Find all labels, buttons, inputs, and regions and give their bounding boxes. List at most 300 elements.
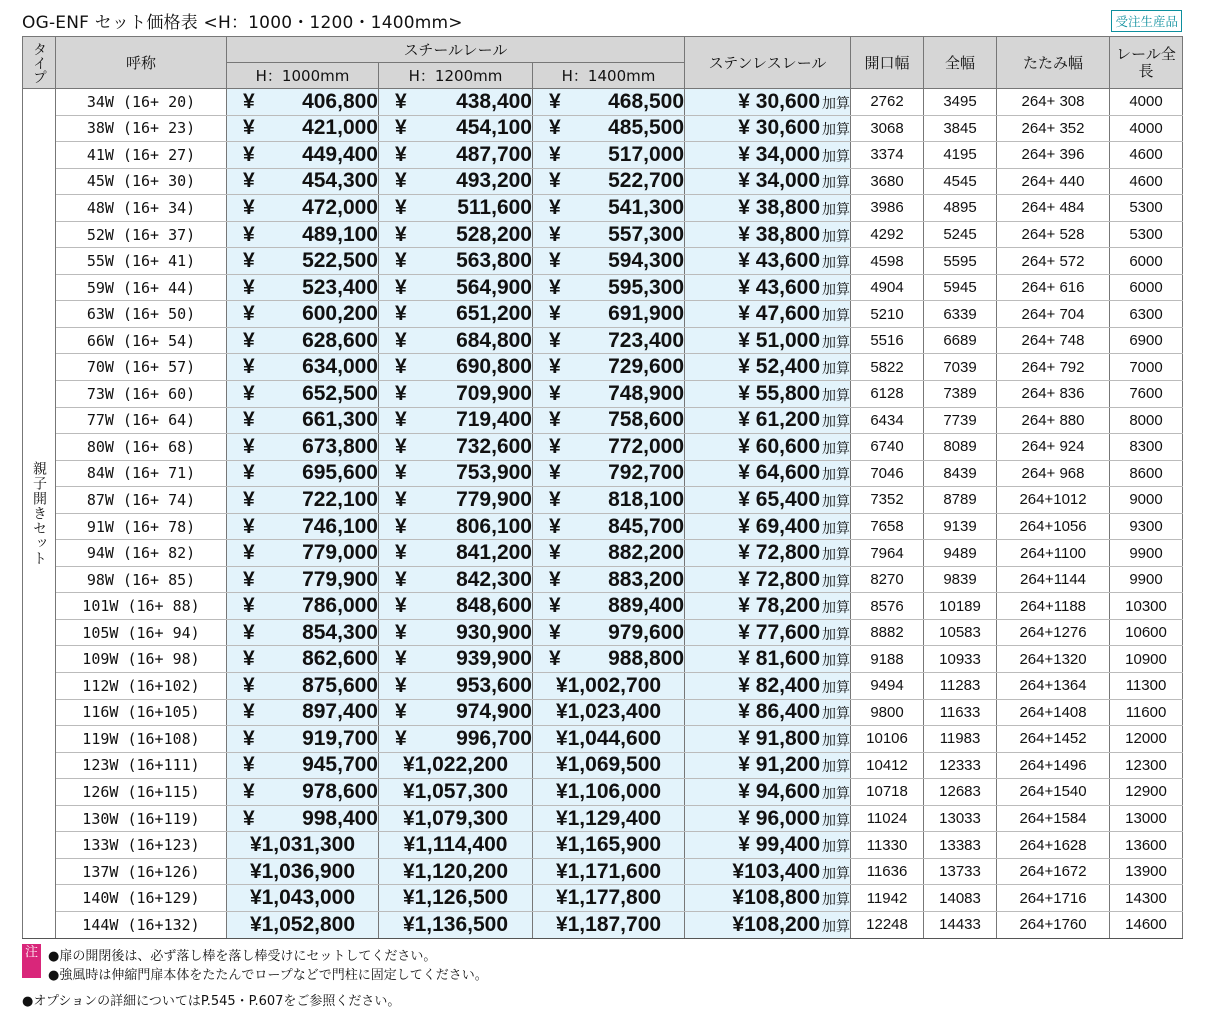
stainless-price-cell — [685, 805, 851, 832]
price-h1400-cell: ¥ 889,400 — [533, 593, 685, 620]
price-h1400-cell: ¥1,069,500 — [533, 752, 685, 779]
price-h1400-cell: ¥ 772,000 — [533, 434, 685, 461]
stainless-price-value: ¥ 91,800 — [738, 726, 821, 750]
stainless-price-value: ¥ 30,600 — [738, 116, 821, 140]
total-width-cell: 11633 — [924, 699, 997, 726]
price-h1000-cell: ¥1,031,300 — [227, 832, 379, 859]
stainless-price-value: ¥ 65,400 — [738, 487, 821, 511]
folded-width-cell: 264+1540 — [997, 779, 1110, 806]
price-h1000-cell: ¥ 978,600 — [227, 779, 379, 806]
folded-width-cell: 264+1144 — [997, 566, 1110, 593]
opening-width-cell: 7658 — [851, 513, 924, 540]
rail-length-cell: 9900 — [1110, 540, 1183, 567]
price-h1400-cell: ¥ 882,200 — [533, 540, 685, 567]
rail-length-cell: 9000 — [1110, 487, 1183, 514]
table-row — [23, 726, 1183, 753]
table-row — [23, 460, 1183, 487]
price-h1400-cell: ¥ 522,700 — [533, 168, 685, 195]
folded-width-cell: 264+ 616 — [997, 274, 1110, 301]
total-width-cell: 8089 — [924, 434, 997, 461]
folded-width-cell: 264+ 308 — [997, 89, 1110, 116]
table-row — [23, 593, 1183, 620]
rail-length-cell: 13900 — [1110, 858, 1183, 885]
add-label: 加算 — [822, 281, 851, 298]
price-h1400-cell: ¥ 729,600 — [533, 354, 685, 381]
stainless-price-value: ¥ 72,800 — [738, 541, 821, 565]
rail-length-cell: 9900 — [1110, 566, 1183, 593]
stainless-price-value: ¥ 43,600 — [738, 275, 821, 299]
price-h1200-cell: ¥ 848,600 — [379, 593, 533, 620]
table-row — [23, 381, 1183, 408]
stainless-price-value: ¥108,200 — [732, 912, 821, 936]
name-cell: 80W (16+ 68) — [56, 434, 227, 461]
rail-length-cell: 11300 — [1110, 673, 1183, 700]
name-cell: 91W (16+ 78) — [56, 513, 227, 540]
table-row — [23, 115, 1183, 142]
rail-length-cell: 5300 — [1110, 221, 1183, 248]
opening-width-cell: 10718 — [851, 779, 924, 806]
table-row — [23, 168, 1183, 195]
total-width-cell: 9839 — [924, 566, 997, 593]
stainless-price-cell — [685, 248, 851, 275]
stainless-price-cell — [685, 619, 851, 646]
stainless-price-cell — [685, 354, 851, 381]
price-h1400-cell: ¥1,044,600 — [533, 726, 685, 753]
name-cell: 112W (16+102) — [56, 673, 227, 700]
price-table — [22, 36, 1183, 939]
add-label: 加算 — [822, 334, 851, 351]
stainless-rail-header: ステンレスレール — [685, 37, 851, 89]
price-h1200-cell: ¥ 996,700 — [379, 726, 533, 753]
rail-length-cell: 12000 — [1110, 726, 1183, 753]
price-h1400-cell: ¥ 758,600 — [533, 407, 685, 434]
folded-width-cell: 264+1364 — [997, 673, 1110, 700]
rail-length-cell: 14300 — [1110, 885, 1183, 912]
rail-length-cell: 6900 — [1110, 327, 1183, 354]
note-line: ●オプションの詳細についてはP.545・P.607をご参照ください。 — [22, 994, 401, 1009]
folded-width-cell: 264+1496 — [997, 752, 1110, 779]
rail-length-cell: 4000 — [1110, 115, 1183, 142]
stainless-price-cell — [685, 726, 851, 753]
table-row — [23, 142, 1183, 169]
table-row — [23, 487, 1183, 514]
add-label: 加算 — [822, 653, 851, 670]
price-h1200-cell: ¥ 939,900 — [379, 646, 533, 673]
price-h1200-cell: ¥ 709,900 — [379, 381, 533, 408]
price-h1000-cell: ¥ 489,100 — [227, 221, 379, 248]
price-h1000-cell: ¥ 628,600 — [227, 327, 379, 354]
folded-width-cell: 264+ 572 — [997, 248, 1110, 275]
name-cell: 63W (16+ 50) — [56, 301, 227, 328]
folded-width-cell: 264+ 484 — [997, 195, 1110, 222]
stainless-price-value: ¥ 61,200 — [738, 408, 821, 432]
price-h1000-cell: ¥ 522,500 — [227, 248, 379, 275]
table-row — [23, 221, 1183, 248]
price-h1400-cell: ¥1,187,700 — [533, 911, 685, 938]
folded-width-cell: 264+ 748 — [997, 327, 1110, 354]
stainless-price-value: ¥ 99,400 — [738, 833, 821, 857]
stainless-price-value: ¥ 52,400 — [738, 355, 821, 379]
rail-length-cell: 6300 — [1110, 301, 1183, 328]
add-label: 加算 — [822, 308, 851, 325]
stainless-price-cell — [685, 752, 851, 779]
add-label: 加算 — [822, 201, 851, 218]
opening-width-cell: 7352 — [851, 487, 924, 514]
folded-width-cell: 264+ 396 — [997, 142, 1110, 169]
stainless-price-cell — [685, 699, 851, 726]
rail-length-cell: 13600 — [1110, 832, 1183, 859]
price-h1400-cell: ¥ 723,400 — [533, 327, 685, 354]
rail-length-cell: 8300 — [1110, 434, 1183, 461]
add-label: 加算 — [822, 892, 851, 909]
stainless-price-value: ¥ 72,800 — [738, 567, 821, 591]
price-h1000-cell: ¥ 523,400 — [227, 274, 379, 301]
h1200-header: H：1200mm — [379, 63, 533, 89]
price-h1200-cell: ¥ 974,900 — [379, 699, 533, 726]
stainless-price-value: ¥ 34,000 — [738, 169, 821, 193]
folded-width-cell: 264+ 704 — [997, 301, 1110, 328]
name-cell: 38W (16+ 23) — [56, 115, 227, 142]
table-row — [23, 619, 1183, 646]
total-width-cell: 10583 — [924, 619, 997, 646]
stainless-price-value: ¥ 96,000 — [738, 806, 821, 830]
price-h1400-cell: ¥ 845,700 — [533, 513, 685, 540]
folded-width-cell: 264+ 880 — [997, 407, 1110, 434]
total-width-cell: 5945 — [924, 274, 997, 301]
add-label: 加算 — [822, 679, 851, 696]
stainless-price-cell — [685, 274, 851, 301]
table-row — [23, 911, 1183, 938]
price-h1400-cell: ¥ 691,900 — [533, 301, 685, 328]
total-width-cell: 14433 — [924, 911, 997, 938]
add-label: 加算 — [822, 95, 851, 112]
price-h1000-cell: ¥ 779,900 — [227, 566, 379, 593]
opening-width-cell: 3680 — [851, 168, 924, 195]
price-h1000-cell: ¥1,036,900 — [227, 858, 379, 885]
stainless-price-value: ¥ 64,600 — [738, 461, 821, 485]
table-row — [23, 832, 1183, 859]
add-label: 加算 — [822, 175, 851, 192]
price-h1200-cell: ¥ 732,600 — [379, 434, 533, 461]
stainless-price-cell — [685, 911, 851, 938]
stainless-price-cell — [685, 381, 851, 408]
opening-width-cell: 4292 — [851, 221, 924, 248]
price-h1400-cell: ¥ 792,700 — [533, 460, 685, 487]
name-cell: 123W (16+111) — [56, 752, 227, 779]
opening-width-cell: 8882 — [851, 619, 924, 646]
table-row — [23, 752, 1183, 779]
price-h1200-cell: ¥ 842,300 — [379, 566, 533, 593]
stainless-price-cell — [685, 858, 851, 885]
total-width-cell: 8439 — [924, 460, 997, 487]
price-h1000-cell: ¥ 746,100 — [227, 513, 379, 540]
price-h1400-cell: ¥ 468,500 — [533, 89, 685, 116]
price-h1200-cell: ¥ 487,700 — [379, 142, 533, 169]
stainless-price-cell — [685, 168, 851, 195]
table-row — [23, 354, 1183, 381]
folded-width-cell: 264+1012 — [997, 487, 1110, 514]
stainless-price-cell — [685, 89, 851, 116]
folded-width-cell: 264+1320 — [997, 646, 1110, 673]
rail-length-cell: 10600 — [1110, 619, 1183, 646]
rail-length-cell: 13000 — [1110, 805, 1183, 832]
stainless-price-cell — [685, 673, 851, 700]
total-width-header: 全幅 — [924, 37, 997, 89]
folded-width-cell: 264+1188 — [997, 593, 1110, 620]
add-label: 加算 — [822, 414, 851, 431]
price-h1200-cell: ¥1,136,500 — [379, 911, 533, 938]
price-h1000-cell: ¥ 661,300 — [227, 407, 379, 434]
price-h1400-cell: ¥1,165,900 — [533, 832, 685, 859]
table-row — [23, 513, 1183, 540]
name-cell: 87W (16+ 74) — [56, 487, 227, 514]
price-h1000-cell: ¥ 449,400 — [227, 142, 379, 169]
add-label: 加算 — [822, 122, 851, 139]
table-row — [23, 195, 1183, 222]
name-cell: 109W (16+ 98) — [56, 646, 227, 673]
page-title: OG-ENF セット価格表 <H：1000・1200・1400mm> — [22, 13, 463, 33]
stainless-price-value: ¥ 38,800 — [738, 195, 821, 219]
steel-rail-header: スチールレール — [227, 37, 685, 63]
add-label: 加算 — [822, 839, 851, 856]
add-label: 加算 — [822, 600, 851, 617]
opening-width-cell: 10412 — [851, 752, 924, 779]
price-h1400-cell: ¥ 517,000 — [533, 142, 685, 169]
price-h1000-cell: ¥ 406,800 — [227, 89, 379, 116]
opening-width-cell: 9800 — [851, 699, 924, 726]
folded-width-cell: 264+ 352 — [997, 115, 1110, 142]
type-label: 親子開きセット — [23, 89, 56, 939]
stainless-price-cell — [685, 513, 851, 540]
price-h1400-cell: ¥1,129,400 — [533, 805, 685, 832]
stainless-price-value: ¥ 94,600 — [738, 779, 821, 803]
stainless-price-cell — [685, 593, 851, 620]
opening-width-cell: 8270 — [851, 566, 924, 593]
price-h1200-cell: ¥1,022,200 — [379, 752, 533, 779]
total-width-cell: 5245 — [924, 221, 997, 248]
opening-width-cell: 11942 — [851, 885, 924, 912]
price-h1000-cell: ¥ 421,000 — [227, 115, 379, 142]
price-h1000-cell: ¥ 945,700 — [227, 752, 379, 779]
opening-width-cell: 11636 — [851, 858, 924, 885]
opening-width-cell: 7964 — [851, 540, 924, 567]
total-width-cell: 14083 — [924, 885, 997, 912]
price-h1200-cell: ¥1,126,500 — [379, 885, 533, 912]
price-h1200-cell: ¥ 779,900 — [379, 487, 533, 514]
name-cell: 52W (16+ 37) — [56, 221, 227, 248]
price-h1400-cell: ¥ 541,300 — [533, 195, 685, 222]
h1400-header: H：1400mm — [533, 63, 685, 89]
add-label: 加算 — [822, 732, 851, 749]
name-cell: 137W (16+126) — [56, 858, 227, 885]
rail-length-cell: 8000 — [1110, 407, 1183, 434]
total-width-cell: 7389 — [924, 381, 997, 408]
price-h1200-cell: ¥ 684,800 — [379, 327, 533, 354]
price-h1000-cell: ¥1,052,800 — [227, 911, 379, 938]
name-cell: 133W (16+123) — [56, 832, 227, 859]
rail-length-cell: 6000 — [1110, 248, 1183, 275]
opening-width-cell: 5516 — [851, 327, 924, 354]
price-h1200-cell: ¥ 753,900 — [379, 460, 533, 487]
table-row — [23, 673, 1183, 700]
total-width-cell: 9139 — [924, 513, 997, 540]
opening-width-cell: 4904 — [851, 274, 924, 301]
name-cell: 41W (16+ 27) — [56, 142, 227, 169]
folded-width-cell: 264+1408 — [997, 699, 1110, 726]
stainless-price-value: ¥ 69,400 — [738, 514, 821, 538]
opening-width-cell: 10106 — [851, 726, 924, 753]
stainless-price-value: ¥ 60,600 — [738, 434, 821, 458]
price-h1200-cell: ¥ 493,200 — [379, 168, 533, 195]
opening-width-cell: 3374 — [851, 142, 924, 169]
price-h1200-cell: ¥ 564,900 — [379, 274, 533, 301]
price-h1400-cell: ¥ 883,200 — [533, 566, 685, 593]
total-width-cell: 4895 — [924, 195, 997, 222]
stainless-price-cell — [685, 327, 851, 354]
add-label: 加算 — [822, 255, 851, 272]
stainless-price-value: ¥ 30,600 — [738, 89, 821, 113]
price-h1200-cell: ¥1,120,200 — [379, 858, 533, 885]
add-label: 加算 — [822, 918, 851, 935]
price-h1200-cell: ¥1,057,300 — [379, 779, 533, 806]
stainless-price-value: ¥ 86,400 — [738, 700, 821, 724]
stainless-price-cell — [685, 566, 851, 593]
price-h1200-cell: ¥ 454,100 — [379, 115, 533, 142]
total-width-cell: 7739 — [924, 407, 997, 434]
opening-width-cell: 3986 — [851, 195, 924, 222]
stainless-price-cell — [685, 646, 851, 673]
table-row — [23, 566, 1183, 593]
rail-length-cell: 10300 — [1110, 593, 1183, 620]
price-h1400-cell: ¥1,177,800 — [533, 885, 685, 912]
name-cell: 55W (16+ 41) — [56, 248, 227, 275]
rail-length-cell: 12900 — [1110, 779, 1183, 806]
opening-width-cell: 9494 — [851, 673, 924, 700]
folded-width-cell: 264+1628 — [997, 832, 1110, 859]
name-cell: 130W (16+119) — [56, 805, 227, 832]
name-cell: 126W (16+115) — [56, 779, 227, 806]
rail-length-cell: 8600 — [1110, 460, 1183, 487]
total-width-cell: 8789 — [924, 487, 997, 514]
price-h1200-cell: ¥ 806,100 — [379, 513, 533, 540]
opening-width-cell: 12248 — [851, 911, 924, 938]
price-h1000-cell: ¥ 634,000 — [227, 354, 379, 381]
folded-width-cell: 264+1056 — [997, 513, 1110, 540]
add-label: 加算 — [822, 440, 851, 457]
total-width-cell: 12333 — [924, 752, 997, 779]
rail-length-cell: 4600 — [1110, 142, 1183, 169]
stainless-price-cell — [685, 540, 851, 567]
price-h1200-cell: ¥ 953,600 — [379, 673, 533, 700]
table-row — [23, 327, 1183, 354]
price-h1000-cell: ¥ 454,300 — [227, 168, 379, 195]
folded-width-cell: 264+1452 — [997, 726, 1110, 753]
name-cell: 119W (16+108) — [56, 726, 227, 753]
add-label: 加算 — [822, 865, 851, 882]
folded-width-cell: 264+ 836 — [997, 381, 1110, 408]
opening-width-cell: 3068 — [851, 115, 924, 142]
rail-length-cell: 9300 — [1110, 513, 1183, 540]
total-width-cell: 5595 — [924, 248, 997, 275]
price-h1000-cell: ¥ 673,800 — [227, 434, 379, 461]
stainless-price-cell — [685, 832, 851, 859]
table-row — [23, 89, 1183, 116]
price-h1000-cell: ¥ 695,600 — [227, 460, 379, 487]
stainless-price-value: ¥ 81,600 — [738, 647, 821, 671]
price-h1000-cell: ¥ 652,500 — [227, 381, 379, 408]
price-h1400-cell: ¥1,106,000 — [533, 779, 685, 806]
opening-width-cell: 7046 — [851, 460, 924, 487]
total-width-cell: 11283 — [924, 673, 997, 700]
folded-width-cell: 264+1672 — [997, 858, 1110, 885]
folded-width-cell: 264+1276 — [997, 619, 1110, 646]
stainless-price-value: ¥108,800 — [732, 886, 821, 910]
opening-width-cell: 8576 — [851, 593, 924, 620]
price-h1200-cell: ¥ 563,800 — [379, 248, 533, 275]
name-cell: 84W (16+ 71) — [56, 460, 227, 487]
stainless-price-value: ¥ 38,800 — [738, 222, 821, 246]
stainless-price-value: ¥ 78,200 — [738, 594, 821, 618]
name-cell: 73W (16+ 60) — [56, 381, 227, 408]
add-label: 加算 — [822, 547, 851, 564]
folded-width-cell: 264+ 528 — [997, 221, 1110, 248]
rail-length-cell: 7600 — [1110, 381, 1183, 408]
total-width-cell: 7039 — [924, 354, 997, 381]
stainless-price-value: ¥ 82,400 — [738, 673, 821, 697]
rail-length-cell: 10900 — [1110, 646, 1183, 673]
stainless-price-cell — [685, 221, 851, 248]
name-cell: 66W (16+ 54) — [56, 327, 227, 354]
price-h1000-cell: ¥ 472,000 — [227, 195, 379, 222]
price-h1000-cell: ¥ 779,000 — [227, 540, 379, 567]
total-width-cell: 3845 — [924, 115, 997, 142]
stainless-price-cell — [685, 434, 851, 461]
table-row — [23, 699, 1183, 726]
price-h1400-cell: ¥ 818,100 — [533, 487, 685, 514]
stainless-price-cell — [685, 301, 851, 328]
price-h1200-cell: ¥1,114,400 — [379, 832, 533, 859]
price-h1400-cell: ¥ 748,900 — [533, 381, 685, 408]
price-h1000-cell: ¥ 862,600 — [227, 646, 379, 673]
made-to-order-badge: 受注生産品 — [1111, 10, 1182, 32]
add-label: 加算 — [822, 361, 851, 378]
opening-width-cell: 6740 — [851, 434, 924, 461]
name-header: 呼称 — [56, 37, 227, 89]
name-cell: 101W (16+ 88) — [56, 593, 227, 620]
add-label: 加算 — [822, 626, 851, 643]
folded-width-cell: 264+ 968 — [997, 460, 1110, 487]
price-h1000-cell: ¥ 919,700 — [227, 726, 379, 753]
table-row — [23, 885, 1183, 912]
price-h1400-cell: ¥ 557,300 — [533, 221, 685, 248]
price-h1200-cell: ¥ 719,400 — [379, 407, 533, 434]
total-width-cell: 10189 — [924, 593, 997, 620]
stainless-price-value: ¥ 34,000 — [738, 142, 821, 166]
price-h1200-cell: ¥ 930,900 — [379, 619, 533, 646]
opening-width-cell: 9188 — [851, 646, 924, 673]
price-h1000-cell: ¥ 875,600 — [227, 673, 379, 700]
price-h1200-cell: ¥ 841,200 — [379, 540, 533, 567]
total-width-cell: 10933 — [924, 646, 997, 673]
price-h1000-cell: ¥ 897,400 — [227, 699, 379, 726]
price-h1200-cell: ¥ 528,200 — [379, 221, 533, 248]
price-h1400-cell: ¥1,023,400 — [533, 699, 685, 726]
type-header: タイプ — [23, 37, 56, 89]
opening-width-header: 開口幅 — [851, 37, 924, 89]
stainless-price-value: ¥ 77,600 — [738, 620, 821, 644]
total-width-cell: 9489 — [924, 540, 997, 567]
stainless-price-value: ¥ 43,600 — [738, 249, 821, 273]
